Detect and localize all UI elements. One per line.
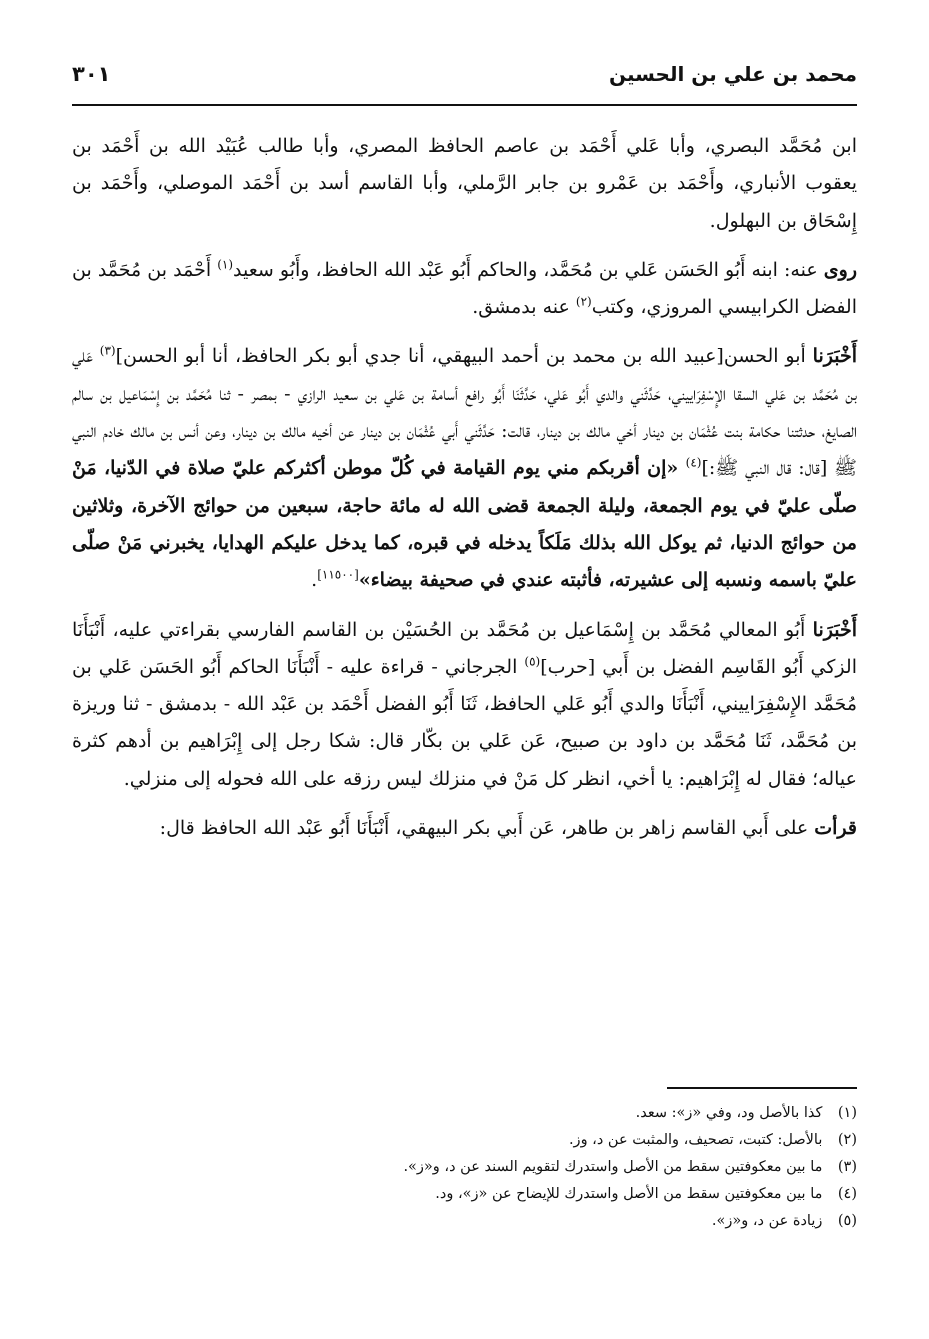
footnote-ref-2: (٢) bbox=[575, 294, 592, 309]
footnote bbox=[72, 1181, 857, 1208]
footnote bbox=[72, 1127, 857, 1154]
footnote-ref-1: (١) bbox=[217, 257, 234, 272]
paragraph-text: على أَبي القاسم زاهر بن طاهر، عَن أَبي بكر البيهقي، أَنْبَأَنَا أَبُو عَبْد الله الحافظ قال: bbox=[159, 817, 815, 840]
paragraph-text: الجرجاني - قراءة عليه - أَنْبَأَنَا الحاكم أَبُو الحَسَن عَلي بن مُحَمَّد الإِسْفِرَاييني، أَنْبَأَنَا والدي أَبُو عَلي الحافظ، ثَنَا أَبُو الفضل أَحْمَد بن عَبْد الله - بدمشق - ثنا وريزة بن مُحَمَّد، ثَنَا مُحَمَّد بن داود بن صبيح، عَن عَلي بن بكّار قال: شكا رجل إلى إِبْرَاهيم بن أدهم كثرة عياله؛ فقال له إِبْرَاهيم: يا أخي، انظر كل مَنْ في منزلك ليس رزقه على الله فحوله إلى منزلي. bbox=[72, 655, 858, 790]
paragraph-text: عَلي بن مُحَمَّد بن عَلي السقا الإِسْفِرَاييني، حَدَّثَني والدي أَبُو عَلي، حَدَّثَنَا أَبُو رافع أسامة بن عَلي بن سعيد الرازي - بمصر - ثنا مُحَمَّد بن إِسْمَاعيل بن سالم الصايغ، حدثتنا حكامة بنت عُثْمَان بن دينار أخي مالك بن دينار، قالت: حَدَّثَني أَبي عُثْمَان بن دينار عن أخيه مالك بن دينار، وعن أنس بن مالك خادم النبي ﷺ [قال: قال النبي ﷺ:] bbox=[72, 345, 857, 480]
paragraph-text: أبو الحسن[عبيد الله بن محمد بن أحمد البيهقي، أنا جدي أبو بكر الحافظ، أنا أبو الحسن] bbox=[115, 345, 813, 368]
footnote-number: (٣) bbox=[837, 1159, 857, 1175]
footnote bbox=[72, 1208, 857, 1235]
footnote-ref-3: (٣) bbox=[99, 344, 116, 359]
footnote bbox=[72, 1154, 857, 1181]
footnote-text: زيادة عن د، و«ز». bbox=[711, 1213, 823, 1229]
page-number: ٣٠١ bbox=[72, 62, 111, 86]
footnotes bbox=[72, 1100, 857, 1235]
paragraph-opener: قرأت bbox=[814, 817, 857, 840]
footnote-number: (٥) bbox=[837, 1213, 857, 1229]
paragraph-opener: أَخْبَرَنا bbox=[812, 618, 857, 641]
footnote-ref-4: (٤) bbox=[685, 456, 702, 471]
footnote-number: (٢) bbox=[837, 1132, 857, 1148]
hadith-number: [١١٥٠٠] bbox=[317, 567, 359, 582]
footnote-text: ما بين معكوفتين سقط من الأصل واستدرك للإيضاح عن «ز»، ود. bbox=[435, 1186, 823, 1202]
footnote-number: (٤) bbox=[837, 1186, 857, 1202]
header-rule bbox=[72, 104, 857, 106]
paragraph-end: . bbox=[311, 569, 318, 592]
paragraph-text: عنه بدمشق. bbox=[472, 296, 576, 319]
footnote-rule bbox=[667, 1087, 857, 1089]
hadith-text: «إن أقربكم مني يوم القيامة في كُلّ موطن أكثركم عليّ صلاة في الدّنيا، مَنْ صلّى عليّ في يوم الجمعة، وليلة الجمعة قضى الله له مائة حاجة، سبعين من حوائج الآخرة، وثلاثين من حوائج الدنيا، ثم يوكل الله بذلك مَلَكاً يدخله في قبره، كما يدخل عليكم الهدايا، يخبرني مَنْ صلّى عليّ باسمه ونسبه إلى عشيرته، فأثبته عندي في صحيفة بيضاء» bbox=[72, 457, 857, 592]
footnote-text: كذا بالأصل ود، وفي «ز»: سعد. bbox=[635, 1105, 823, 1121]
footnote-text: ما بين معكوفتين سقط من الأصل واستدرك لتقويم السند عن د، و«ز». bbox=[403, 1159, 823, 1175]
paragraph-opener: روى bbox=[823, 258, 857, 281]
paragraph-hadith-isnad bbox=[72, 338, 857, 599]
main-text bbox=[72, 128, 857, 859]
paragraph-narrators bbox=[72, 252, 857, 327]
footnote-ref-5: (٥) bbox=[524, 654, 541, 669]
paragraph-opener: أَخْبَرَنا bbox=[812, 345, 857, 368]
paragraph-text: أَحْمَد بن مُحَمَّد بن الفضل الكرابيسي المروزي، وكتب bbox=[72, 258, 857, 319]
footnote-number: (١) bbox=[837, 1105, 857, 1121]
paragraph-story bbox=[72, 612, 857, 798]
page-header bbox=[72, 62, 857, 102]
running-title: محمد بن علي بن الحسين bbox=[609, 62, 857, 86]
paragraph-text: أَبُو المعالي مُحَمَّد بن إِسْمَاعيل بن مُحَمَّد بن الحُسَيْن بن القاسم الفارسي بقراءتي عليه، أَنْبَأَنَا الزكي أَبُو القَاسِم الفضل بن أَبي [حرب] bbox=[72, 618, 857, 678]
paragraph-teachers bbox=[72, 128, 857, 240]
paragraph-reading bbox=[72, 810, 857, 847]
paragraph-text: ابن مُحَمَّد البصري، وأبا عَلي أَحْمَد بن عاصم الحافظ المصري، وأبا طالب عُبَيْد الله بن أَحْمَد بن يعقوب الأنباري، وأَحْمَد بن عَمْرو بن جابر الرَّملي، وأبا القاسم أسد بن أَحْمَد الموصلي، وأَحْمَد بن إِسْحَاق بن البهلول. bbox=[72, 135, 857, 232]
paragraph-text: عنه: ابنه أَبُو الحَسَن عَلي بن مُحَمَّد، والحاكم أَبُو عَبْد الله الحافظ، وأَبُو سعيد bbox=[233, 258, 824, 281]
footnote-text: بالأصل: كتبت، تصحيف، والمثبت عن د، وز. bbox=[568, 1132, 823, 1148]
footnote bbox=[72, 1100, 857, 1127]
